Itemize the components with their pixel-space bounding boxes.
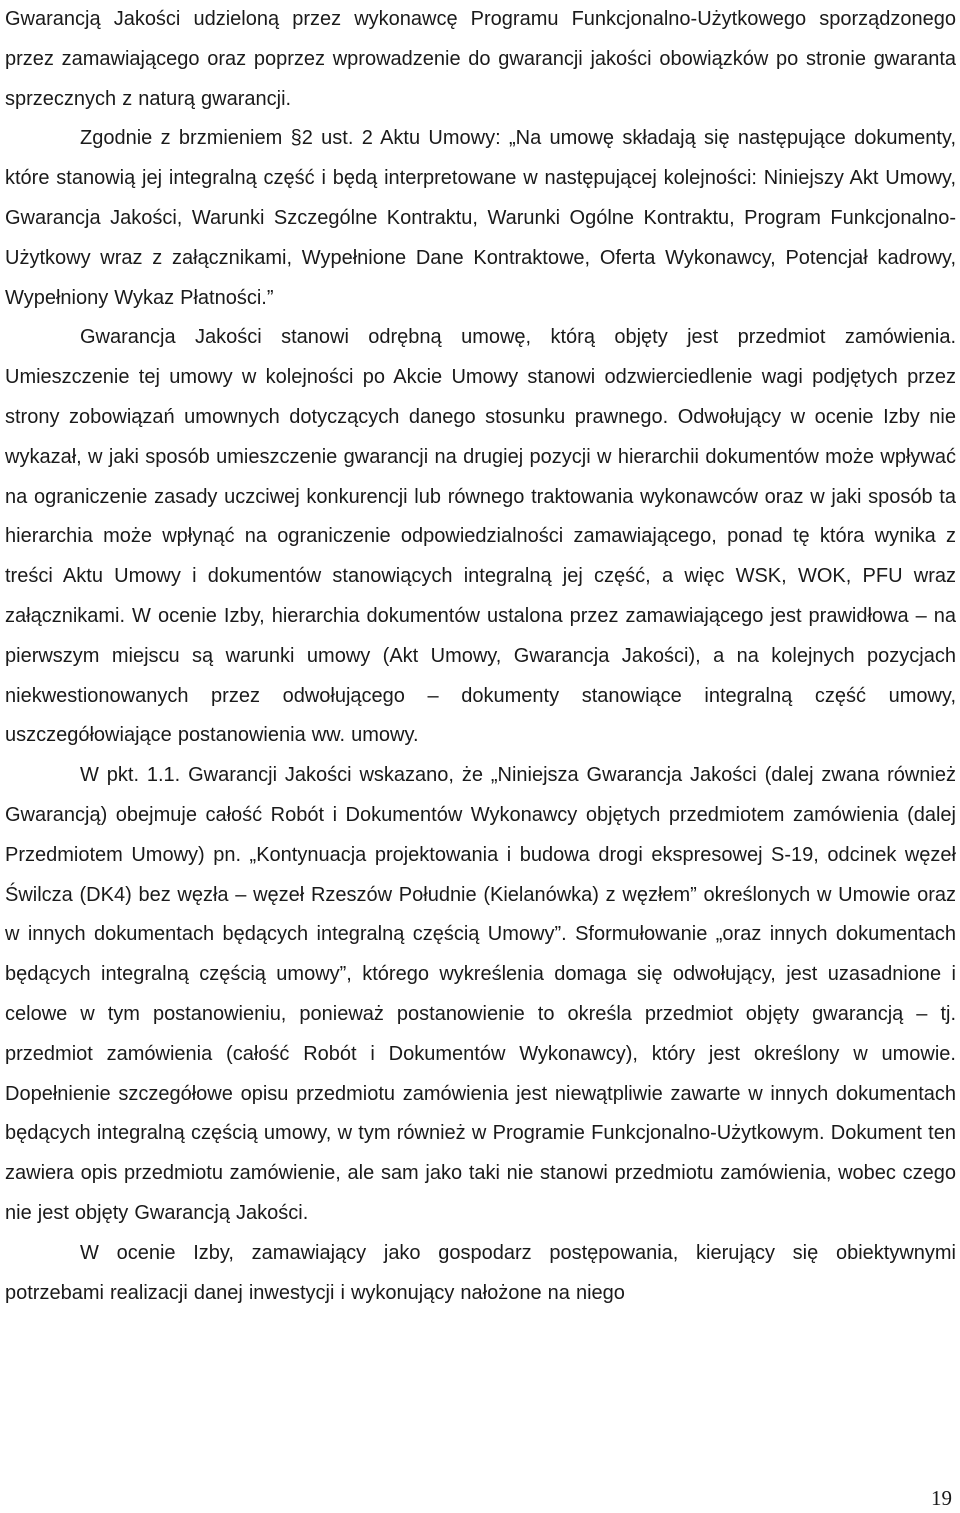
paragraph-1: Gwarancją Jakości udzieloną przez wykonawcę Programu Funkcjonalno-Użytkowego sporządzonego przez zamawiającego oraz poprzez wprowadzenie do gwarancji jakości obowiązków po stronie gwaranta sprzecznych z naturą gwarancji. xyxy=(5,8,956,110)
paragraph-2: Zgodnie z brzmieniem §2 ust. 2 Aktu Umowy: „Na umowę składają się następujące dokumenty, które stanowią jej integralną część i będą interpretowane w następującej kolejności: Niniejszy Akt Umowy, Gwarancja Jakości, Warunki Szczególne Kontraktu, Warunki Ogólne Kontraktu, Program Funkcjonalno-Użytkowy wraz z załącznikami, Wypełnione Dane Kontraktowe, Oferta Wykonawcy, Potencjał kadrowy, Wypełniony Wykaz Płatności.” xyxy=(5,127,956,309)
paragraph-4: W pkt. 1.1. Gwarancji Jakości wskazano, że „Niniejsza Gwarancja Jakości (dalej zwana również Gwarancją) obejmuje całość Robót i Dokumentów Wykonawcy objętych przedmiotem zamówienia (dalej Przedmiotem Umowy) pn. „Kontynuacja projektowania i budowa drogi ekspresowej S-19, odcinek węzeł Świlcza (DK4) bez węzła – węzeł Rzeszów Południe (Kielanówka) z węzłem” określonych w Umowie oraz w innych dokumentach będących integralną częścią Umowy”. Sformułowanie „oraz innych dokumentach będących integralną częścią umowy”, którego wykreślenia domaga się odwołujący, jest uzasadnione i celowe w tym postanowieniu, ponieważ postanowienie to określa przedmiot objęty gwarancją – tj. przedmiot zamówienia (całość Robót i Dokumentów Wykonawcy), który jest określony w umowie. Dopełnienie szczegółowe opisu przedmiotu zamówienia jest niewątpliwie zawarte w innych dokumentach będących integralną częścią umowy, w tym również w Programie Funkcjonalno-Użytkowym. Dokument ten zawiera opis przedmiotu zamówienie, ale sam jako taki nie stanowi przedmiotu zamówienia, wobec czego nie jest objęty Gwarancją Jakości. xyxy=(5,764,956,1224)
paragraph-3: Gwarancja Jakości stanowi odrębną umowę, którą objęty jest przedmiot zamówienia. Umieszczenie tej umowy w kolejności po Akcie Umowy stanowi odzwierciedlenie wagi podjętych przez strony zobowiązań umownych dotyczących danego stosunku prawnego. Odwołujący w ocenie Izby nie wykazał, w jaki sposób umieszczenie gwarancji na drugiej pozycji w hierarchii dokumentów może wpływać na ograniczenie zasady uczciwej konkurencji lub równego traktowania wykonawców oraz w jaki sposób ta hierarchia może wpłynąć na ograniczenie odpowiedzialności zamawiającego, ponad tę która wynika z treści Aktu Umowy i dokumentów stanowiących integralną jej część, a więc WSK, WOK, PFU wraz załącznikami. W ocenie Izby, hierarchia dokumentów ustalona przez zamawiającego jest prawidłowa – na pierwszym miejscu są warunki umowy (Akt Umowy, Gwarancja Jakości), a na kolejnych pozycjach niekwestionowanych przez odwołującego – dokumenty stanowiące integralną część umowy, uszczegółowiające postanowienia ww. umowy. xyxy=(5,326,956,747)
paragraph-5: W ocenie Izby, zamawiający jako gospodarz postępowania, kierujący się obiektywnymi potrzebami realizacji danej inwestycji i wykonujący nałożone na niego xyxy=(5,1241,956,1304)
document-page xyxy=(5,0,956,1313)
page-number: 19 xyxy=(931,1486,952,1510)
